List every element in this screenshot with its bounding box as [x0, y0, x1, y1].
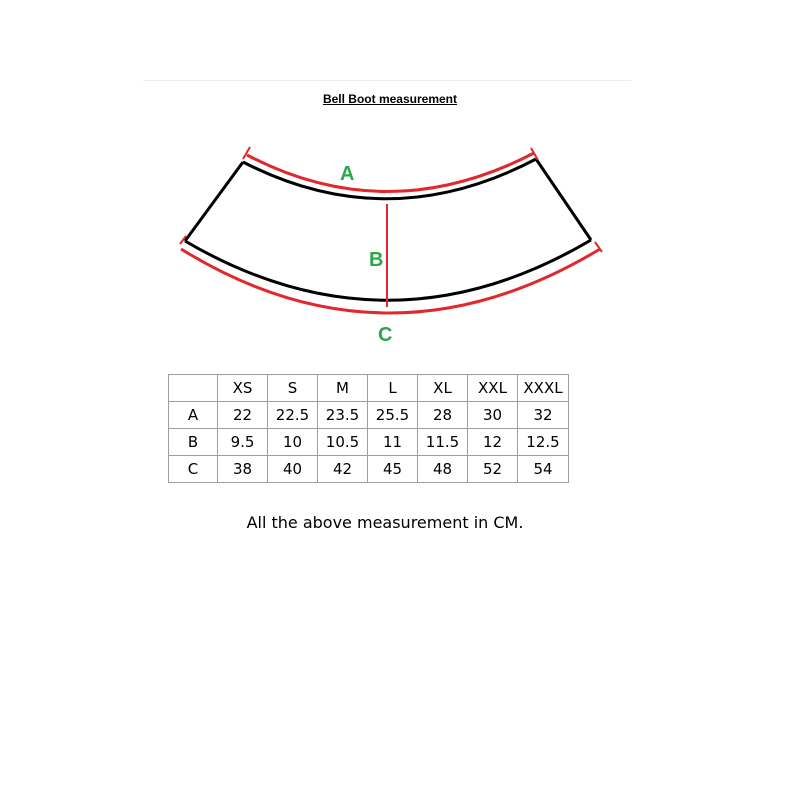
column-header: S	[268, 375, 318, 402]
table-cell: 38	[218, 456, 268, 483]
row-header: C	[169, 456, 218, 483]
table-corner-cell	[169, 375, 218, 402]
table-header-row	[169, 375, 569, 402]
boot-outline-right	[536, 159, 591, 240]
table-row	[169, 429, 569, 456]
table-cell: 12.5	[518, 429, 569, 456]
table-row	[169, 402, 569, 429]
table-cell: 40	[268, 456, 318, 483]
table-cell: 48	[418, 456, 468, 483]
table-cell: 11	[368, 429, 418, 456]
column-header: XS	[218, 375, 268, 402]
table-cell: 9.5	[218, 429, 268, 456]
table-cell: 11.5	[418, 429, 468, 456]
table-cell: 54	[518, 456, 569, 483]
table-cell: 12	[468, 429, 518, 456]
measure-line-c	[181, 249, 600, 313]
page-title: Bell Boot measurement	[322, 92, 458, 106]
table-cell: 10.5	[318, 429, 368, 456]
row-header: B	[169, 429, 218, 456]
label-c: C	[378, 324, 393, 346]
column-header: XL	[418, 375, 468, 402]
row-header: A	[169, 402, 218, 429]
table-cell: 22.5	[268, 402, 318, 429]
boot-outline-left	[185, 162, 243, 241]
table-cell: 42	[318, 456, 368, 483]
table-row	[169, 456, 569, 483]
units-note: All the above measurement in CM.	[246, 513, 524, 532]
table-cell: 45	[368, 456, 418, 483]
table-cell: 32	[518, 402, 569, 429]
bell-boot-diagram	[0, 0, 800, 360]
table-cell: 25.5	[368, 402, 418, 429]
column-header: L	[368, 375, 418, 402]
column-header: XXXL	[518, 375, 569, 402]
table-cell: 52	[468, 456, 518, 483]
table-cell: 22	[218, 402, 268, 429]
column-header: M	[318, 375, 368, 402]
table-cell: 10	[268, 429, 318, 456]
column-header: XXL	[468, 375, 518, 402]
table-cell: 23.5	[318, 402, 368, 429]
table-cell: 28	[418, 402, 468, 429]
table-cell: 30	[468, 402, 518, 429]
label-a: A	[340, 163, 355, 185]
size-table	[168, 374, 569, 483]
measure-line-a	[247, 153, 534, 192]
label-b: B	[369, 249, 384, 271]
